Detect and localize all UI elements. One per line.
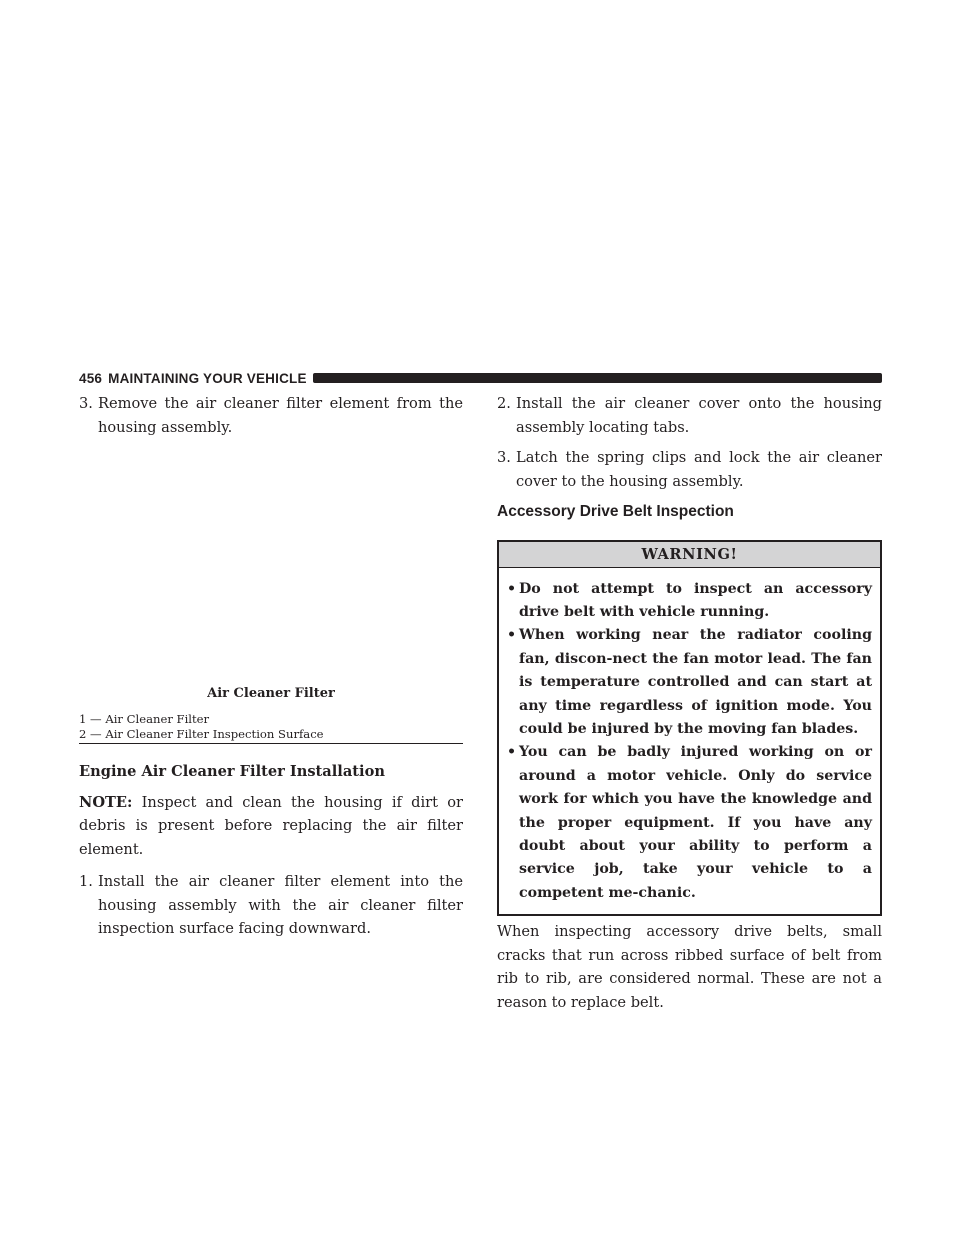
step-remove-filter: [79, 392, 463, 439]
bullet-icon: •: [507, 580, 517, 597]
note-text: Inspect and clean the housing if dirt or debris is present before replacing the air filter element.: [79, 793, 463, 858]
warning-item: [507, 624, 872, 741]
note-label: NOTE:: [79, 793, 133, 811]
section-heading-installation: Engine Air Cleaner Filter Installation: [79, 763, 385, 780]
warning-box: [497, 540, 882, 917]
figure-caption: Air Cleaner Filter: [207, 686, 335, 701]
page-number: 456: [79, 370, 103, 386]
legend-item: 1 — Air Cleaner Filter: [79, 712, 210, 726]
bullet-icon: •: [507, 744, 517, 761]
warning-item: [507, 741, 872, 905]
step-number: 3.: [79, 395, 93, 412]
step-install-filter: [79, 870, 463, 941]
note-paragraph: [79, 791, 463, 862]
page-header: [79, 371, 882, 385]
step-number: 2.: [497, 395, 511, 412]
step-text: Latch the spring clips and lock the air cleaner cover to the housing assembly.: [516, 449, 882, 490]
section-title: MAINTAINING YOUR VEHICLE: [108, 370, 307, 386]
warning-text: You can be badly injured working on or around a motor vehicle. Only do service work for which you have the knowledge and the proper equipment. If you have any doubt about your ability to perform a service job, take your vehicle to a competent me-chanic.: [519, 744, 872, 901]
warning-text: When working near the radiator cooling fan, discon-nect the fan motor lead. The fan is temperature controlled and can start at any time regardless of ignition mode. You could be injured by the moving fan blades.: [519, 627, 872, 737]
right-column: [497, 392, 882, 1014]
warning-list: [499, 568, 880, 915]
step-text: Install the air cleaner cover onto the housing assembly locating tabs.: [516, 395, 882, 436]
warning-title: WARNING!: [499, 542, 880, 568]
step-text: Install the air cleaner filter element into the housing assembly with the air cleaner filter inspection surface facing downward.: [98, 873, 463, 937]
step-text: Remove the air cleaner filter element from the housing assembly.: [98, 395, 463, 436]
warning-item: [507, 578, 872, 625]
warning-text: Do not attempt to inspect an accessory drive belt with vehicle running.: [519, 580, 872, 620]
bullet-icon: •: [507, 627, 517, 644]
step-number: 1.: [79, 873, 93, 890]
figure-legend: [79, 712, 463, 741]
step-latch-clips: [497, 446, 882, 493]
legend-item: 2 — Air Cleaner Filter Inspection Surface: [79, 726, 324, 741]
section-heading-belt-inspection: Accessory Drive Belt Inspection: [497, 503, 734, 520]
legend-divider: [79, 743, 463, 744]
step-number: 3.: [497, 449, 511, 466]
step-install-cover: [497, 392, 882, 439]
header-rule: [313, 373, 882, 383]
belt-inspection-paragraph: When inspecting accessory drive belts, small cracks that run across ribbed surface of belt from rib to rib, are considered normal. These are not a reason to replace belt.: [497, 923, 882, 1011]
figure-image-area: [79, 446, 463, 684]
left-column: [79, 392, 463, 948]
